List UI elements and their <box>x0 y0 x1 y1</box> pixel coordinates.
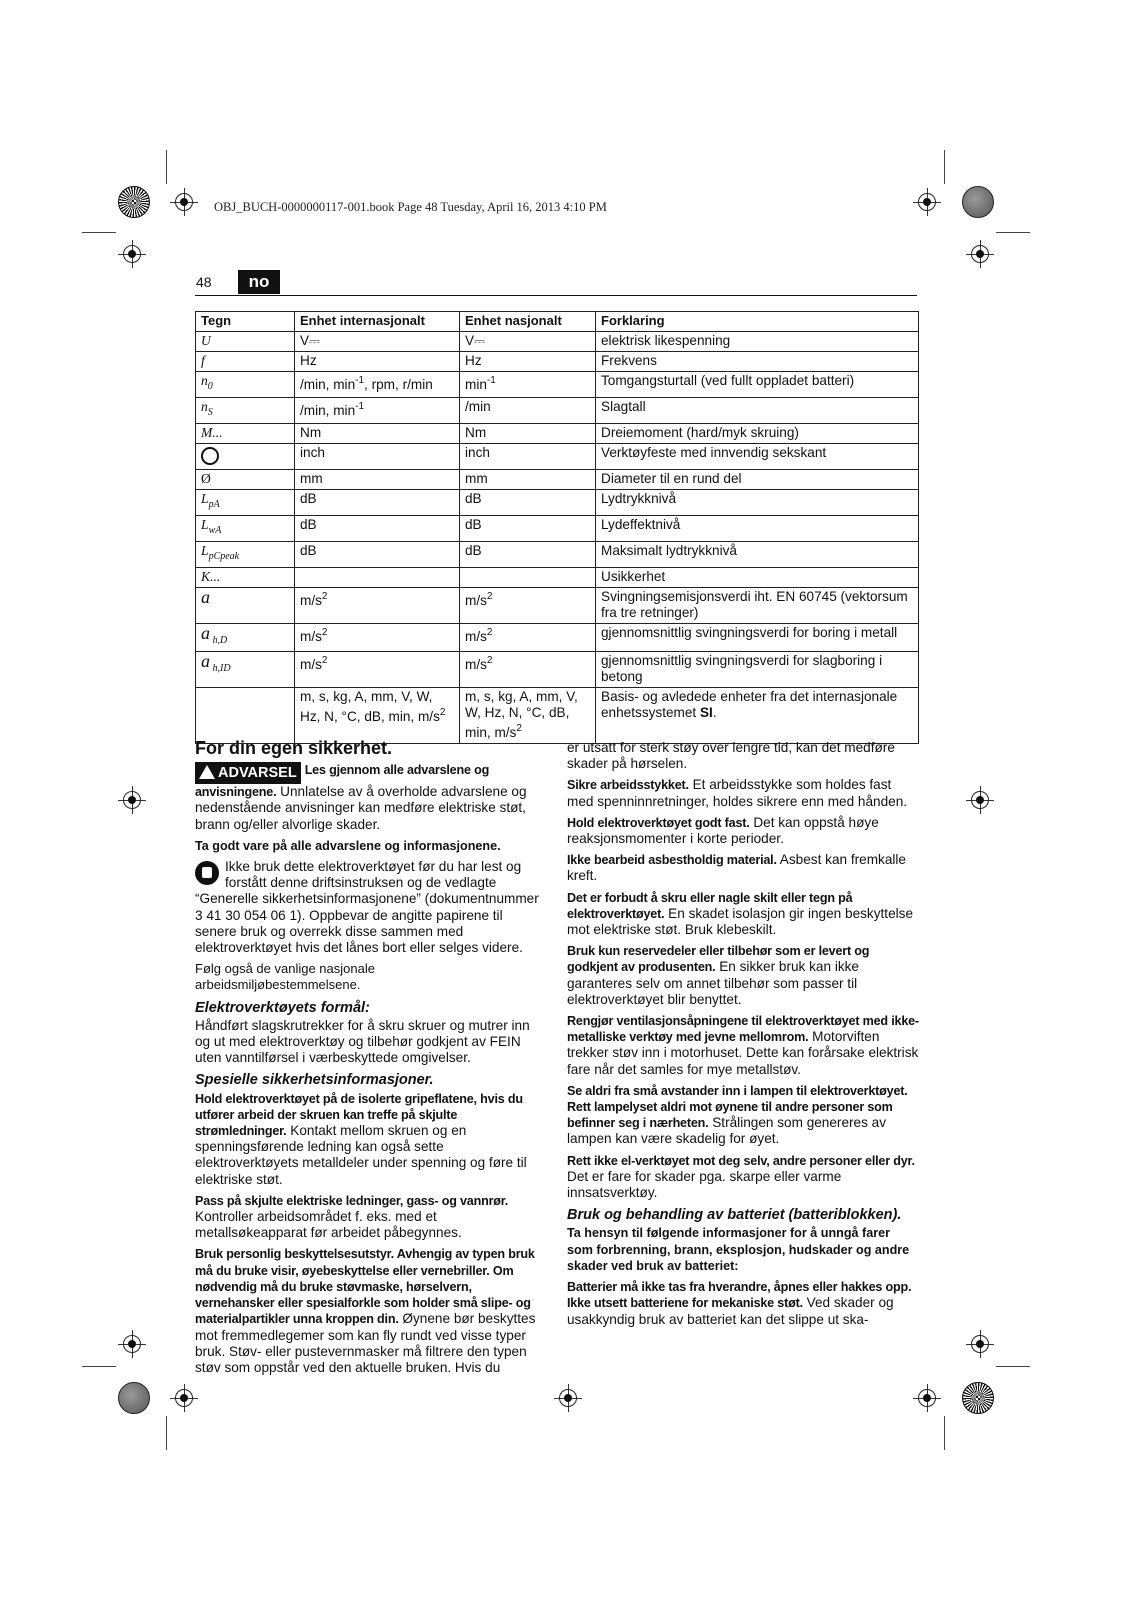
safety-bold: Sikre arbeidsstykket. <box>567 778 689 793</box>
intl-unit: m/s <box>300 593 322 608</box>
intl-unit: dB <box>300 491 317 506</box>
explanation: Dreiemoment (hard/myk skruing) <box>601 425 799 440</box>
national-unit: dB <box>465 543 482 558</box>
header-explanation: Forklaring <box>596 312 919 332</box>
national-unit-exponent: 2 <box>516 723 522 734</box>
safety-bold: Ikke bearbeid asbestholdig material. <box>567 853 777 868</box>
symbol: U <box>201 333 211 348</box>
safety-paragraph <box>567 815 919 847</box>
registration-wheel-top-left <box>118 186 150 218</box>
keep-note: Ta godt vare på alle advarslene og informasjonene. <box>195 838 501 853</box>
safety-text: Et arbeidsstykke som holdes fast med spenninnretninger, holdes sikrere enn med hånden. <box>567 777 908 809</box>
explanation: Slagtall <box>601 399 646 414</box>
symbol-subscript: wA <box>208 525 222 536</box>
safety-paragraph <box>195 1193 543 1242</box>
safety-text: En skadet isolasjon gir ingen beskyttelse mot elektriske støt. Bruk klebeskilt. <box>567 905 914 938</box>
warning-text: Unnlatelse av å overholde advarslene og nedenstående anvisninger kan medføre elektriske støt, brann og/eller alvorlige skader. <box>195 784 527 832</box>
table-row <box>196 588 919 624</box>
explanation: gjennomsnittlig svingningsverdi for slagboring i betong <box>601 653 883 684</box>
crosshair-right-lower <box>966 1330 994 1358</box>
warning-triangle-icon <box>199 765 215 779</box>
explanation: Frekvens <box>601 353 657 368</box>
symbol: n <box>201 373 208 388</box>
crosshair-bottom-left <box>170 1384 198 1412</box>
continued-text: er utsatt for sterk støy over lengre tid, kan det medføre skader på hørselen. <box>567 740 895 772</box>
warning-paragraph <box>195 762 543 833</box>
crosshair-left-lower <box>118 1330 146 1358</box>
safety-paragraph <box>567 1279 919 1328</box>
crosshair-top-right <box>913 188 941 216</box>
safety-paragraph <box>567 1083 919 1148</box>
safety-text: Kontakt mellom skruen og en spenningsførende ledning kan også sette elektroverktøyets metalldeler under spenning og føre til elektriske støt. <box>195 1123 527 1187</box>
crosshair-left-upper <box>118 240 146 268</box>
intl-unit: inch <box>300 445 325 460</box>
intl-unit-exponent: 2 <box>321 655 328 666</box>
safety-text: Asbest kan fremkalle kreft. <box>567 852 906 884</box>
symbol-subscript: 0 <box>207 381 213 392</box>
explanation: Usikkerhet <box>601 569 666 584</box>
national-unit: mm <box>465 471 488 486</box>
symbol-subscript: pA <box>208 499 220 510</box>
national-unit: Hz <box>465 353 482 368</box>
crop-mark-bottom-right <box>944 1416 945 1450</box>
explanation: Svingningsemisjonsverdi iht. EN 60745 (vektorsum fra tre retninger) <box>601 589 908 620</box>
symbol-subscript: h,D <box>210 635 228 646</box>
national-unit: min <box>465 377 487 392</box>
national-unit: Nm <box>465 425 487 440</box>
purpose-heading: Elektroverktøyets formål: <box>195 999 370 1016</box>
safety-paragraph <box>567 777 919 809</box>
warning-badge <box>195 762 301 784</box>
safety-text: Det kan oppstå høye reaksjonsmomenter i korte perioder. <box>567 814 879 847</box>
crosshair-bottom-center <box>554 1384 582 1412</box>
crop-mark-top-left <box>166 150 167 184</box>
symbol-subscript: S <box>207 407 213 418</box>
explanation-end: . <box>712 705 717 720</box>
safety-bold: Hold elektroverktøyet på de isolerte gripeflatene, hvis du utfører arbeid der skruen kan treffe på skjulte strømledninger. <box>195 1091 523 1139</box>
crosshair-right-middle <box>966 786 994 814</box>
intl-unit-exponent: -1 <box>355 401 365 412</box>
crosshair-left-middle <box>118 786 146 814</box>
read-manual-icon <box>195 861 219 885</box>
symbol: K... <box>201 569 221 584</box>
warning-bold: Les gjennom alle advarslene og anvisningene. <box>195 763 490 800</box>
table-row <box>196 568 919 588</box>
national-unit-exponent: -1 <box>486 375 496 386</box>
national-unit: m/s <box>465 657 487 672</box>
table-row <box>196 688 919 744</box>
header-symbol: Tegn <box>196 312 295 332</box>
intl-unit: dB <box>300 543 317 558</box>
table-header-row <box>196 312 919 332</box>
national-unit: m/s <box>465 629 487 644</box>
hex-socket-icon <box>201 447 219 465</box>
registration-wheel-bottom-right <box>962 1382 994 1414</box>
special-safety-heading: Spesielle sikkerhetsinformasjoner. <box>195 1072 434 1089</box>
header-national-unit: Enhet nasjonalt <box>460 312 596 332</box>
header-rule <box>195 295 917 296</box>
symbol: L <box>201 517 209 532</box>
national-unit: /min <box>465 399 491 414</box>
symbol: M... <box>201 425 223 440</box>
crop-mark-right-bottom <box>996 1366 1030 1367</box>
safety-paragraph <box>567 1153 919 1202</box>
intl-unit-rest: , rpm, r/min <box>364 377 433 392</box>
explanation-bold: SI <box>699 705 713 720</box>
safety-bold: Bruk kun reservedeler eller tilbehør som er levert og godkjent av produsenten. <box>567 944 870 975</box>
explanation: Lydeffektnivå <box>601 517 681 532</box>
left-column <box>195 740 543 1381</box>
table-row <box>196 490 919 516</box>
explanation: Diameter til en rund del <box>601 471 742 486</box>
header-intl-unit: Enhet internasjonalt <box>295 312 460 332</box>
warning-label: ADVARSEL <box>218 765 297 782</box>
safety-bold: Rett ikke el-verktøyet mot deg selv, andre personer eller dyr. <box>567 1153 915 1168</box>
national-unit-exponent: 2 <box>486 655 493 666</box>
intl-unit: /min, min <box>300 377 356 392</box>
national-unit-exponent: 2 <box>486 627 493 638</box>
read-manual-text: Ikke bruk dette elektroverktøyet før du har lest og forstått denne driftsinstruksen og de vedlagte “Generelle sikkerhetsinformasjonene” (dokumentnummer 3 41 30 054 06 1). Oppbevar de angitte papirene til senere bruk og overrekk disse sammen med elektroverktøyet hvis det lånes bort eller selges videre. <box>195 859 539 956</box>
symbol-subscript: h,ID <box>210 663 231 674</box>
explanation: Verktøyfeste med innvendig sekskant <box>601 445 827 460</box>
safety-bold: Det er forbudt å skru eller nagle skilt eller tegn på elektroverktøyet. <box>567 890 853 921</box>
language-badge: no <box>238 270 280 294</box>
registration-disk-bottom-left <box>118 1382 150 1414</box>
table-row <box>196 624 919 652</box>
safety-paragraph <box>195 1246 543 1376</box>
intl-unit: m, s, kg, A, mm, V, W, Hz, N, °C, dB, min, m/s <box>300 689 440 724</box>
follow-regulations: Følg også de vanlige nasjonale arbeidsmiljøbestemmelsene. <box>195 961 375 993</box>
safety-text: Strålingen som genereres av lampen kan være skadelig for øyet. <box>567 1115 887 1147</box>
intl-unit-exponent: 2 <box>321 591 328 602</box>
safety-paragraph <box>567 943 919 1008</box>
safety-text: Det er fare for skader pga. skarpe eller varme innsatsverktøy. <box>567 1168 842 1201</box>
table-row <box>196 470 919 490</box>
explanation: Tomgangsturtall (ved fullt oppladet batteri) <box>601 373 855 388</box>
safety-bold: Pass på skjulte elektriske ledninger, gass- og vannrør. <box>195 1193 509 1208</box>
symbol: a <box>201 587 210 607</box>
registration-disk-top-right <box>962 186 994 218</box>
symbol: L <box>201 543 209 558</box>
crop-mark-top-right <box>944 150 945 184</box>
right-column <box>567 740 919 1333</box>
purpose-text: Håndført slagskrutrekker for å skru skruer og mutrer inn og ut med elektroverktøy og tilbehør godkjent av FEIN uten vanntilførsel i værbeskyttede omgivelser. <box>195 1017 530 1066</box>
safety-paragraph <box>567 852 919 884</box>
read-manual-paragraph <box>195 859 543 956</box>
table-row <box>196 332 919 352</box>
safety-text: Kontroller arbeidsområdet f. eks. med et metallsøkeapparat før arbeidet påbegynnes. <box>195 1209 462 1241</box>
book-header: OBJ_BUCH-0000000117-001.book Page 48 Tuesday, April 16, 2013 4:10 PM <box>214 200 607 214</box>
section-heading-safety: For din egen sikkerhet. <box>195 738 393 758</box>
national-unit: dB <box>465 491 482 506</box>
safety-text: Motorviften trekker støv inn i motorhuset. Dette kan forårsake elektrisk fare når det samles for mye metallstøv. <box>567 1029 919 1077</box>
safety-text: En sikker bruk kan ikke garanteres selv om annet tilbehør som passer til elektroverktøyet blir benyttet. <box>567 959 859 1007</box>
table-row <box>196 542 919 568</box>
explanation: Lydtrykknivå <box>601 491 677 506</box>
explanation: Maksimalt lydtrykknivå <box>601 543 737 558</box>
crosshair-top-left <box>170 188 198 216</box>
intl-unit: m/s <box>300 657 322 672</box>
safety-text: Øynene bør beskyttes mot fremmedlegemer som kan fly rundt ved visse typer bruk. Støv- eller pustevernmasker må filtrere den typen støv som oppstår ved den aktuelle bruken. Hvis du <box>195 1311 536 1375</box>
table-row <box>196 444 919 470</box>
table-row <box>196 652 919 688</box>
symbol: a <box>201 651 210 671</box>
crosshair-bottom-right <box>913 1384 941 1412</box>
national-unit: inch <box>465 445 490 460</box>
page-number: 48 <box>196 274 212 290</box>
battery-intro: Ta hensyn til følgende informasjoner for å unngå farer som forbrenning, brann, eksplosjon, hudskader og andre skader ved bruk av batteriet: <box>567 1226 910 1273</box>
units-table <box>195 311 919 744</box>
explanation: elektrisk likespenning <box>601 333 731 348</box>
national-unit: dB <box>465 517 482 532</box>
intl-unit: m/s <box>300 629 322 644</box>
safety-paragraph <box>567 890 919 939</box>
symbol-subscript: pCpeak <box>208 551 240 562</box>
national-unit-exponent: 2 <box>486 591 493 602</box>
intl-unit: mm <box>300 471 323 486</box>
intl-unit: V⎓ <box>300 333 320 348</box>
table-row <box>196 516 919 542</box>
safety-bold: Batterier må ikke tas fra hverandre, åpnes eller hakkes opp. Ikke utsett batteriene for mekaniske støt. <box>567 1280 912 1311</box>
safety-bold: Se aldri fra små avstander inn i lampen til elektroverktøyet. Rett lampelyset aldri mot øynene til andre personer som befinner seg i nærheten. <box>567 1083 908 1131</box>
crosshair-right-upper <box>966 240 994 268</box>
crop-mark-left-top <box>82 232 116 233</box>
explanation: Basis- og avledede enheter fra det internasjonale enhetssystemet <box>601 689 898 720</box>
safety-text: Ved skader og usakkyndig bruk av batteriet kan det slippe ut ska- <box>567 1295 894 1327</box>
national-unit: m/s <box>465 593 487 608</box>
table-row <box>196 372 919 398</box>
crop-mark-left-bottom <box>82 1366 116 1367</box>
safety-bold: Bruk personlig beskyttelsesutstyr. Avhengig av typen bruk må du bruke visir, øyebeskyttelse eller vernebriller. Om nødvendig må du bruke støvmaske, hørselvern, vernehansker eller spesialforkle som holder små slipe- og materialpartikler unna kroppen din. <box>195 1247 535 1327</box>
safety-bold: Hold elektroverktøyet godt fast. <box>567 815 750 830</box>
safety-bold: Rengjør ventilasjonsåpningene til elektroverktøyet med ikke-metalliske verktøy med jevne mellomrom. <box>567 1014 919 1045</box>
table-row <box>196 398 919 424</box>
symbol: f <box>201 353 205 368</box>
table-row <box>196 352 919 372</box>
intl-unit-exponent: 2 <box>321 627 328 638</box>
crop-mark-bottom-left <box>166 1416 167 1450</box>
battery-heading: Bruk og behandling av batteriet (batteriblokken). <box>567 1207 902 1224</box>
symbol: L <box>201 491 209 506</box>
national-unit: V⎓ <box>465 333 485 348</box>
intl-unit: Hz <box>300 353 317 368</box>
table-row <box>196 424 919 444</box>
safety-paragraph <box>567 1013 919 1078</box>
crop-mark-right-top <box>996 232 1030 233</box>
national-unit: m, s, kg, A, mm, V, W, Hz, N, °C, dB, min, m/s <box>465 689 578 740</box>
symbol: a <box>201 623 210 643</box>
intl-unit-exponent: -1 <box>355 375 365 386</box>
symbol: Ø <box>201 471 211 486</box>
intl-unit: dB <box>300 517 317 532</box>
intl-unit-exponent: 2 <box>439 707 446 718</box>
intl-unit: Nm <box>300 425 322 440</box>
safety-paragraph <box>195 1091 543 1188</box>
symbol: n <box>201 399 208 414</box>
intl-unit: /min, min <box>300 403 356 418</box>
explanation: gjennomsnittlig svingningsverdi for boring i metall <box>601 625 898 640</box>
